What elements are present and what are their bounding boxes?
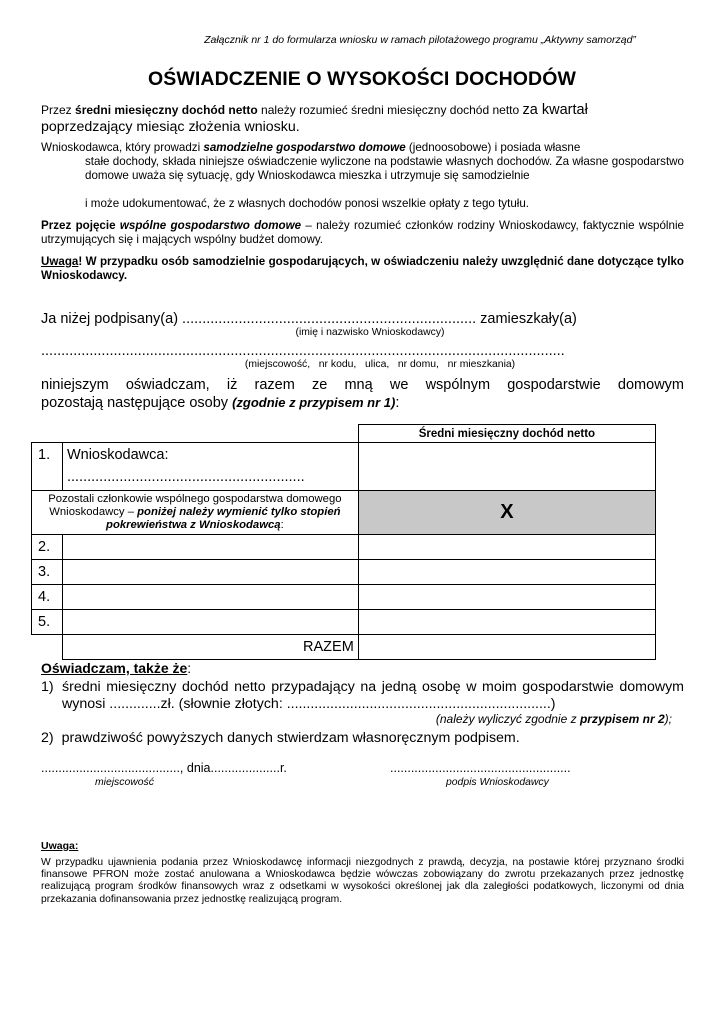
statements-heading: Oświadczam, także że: (41, 660, 192, 676)
applicant-name-field[interactable]: ........................................................... (66, 469, 305, 485)
total-income-field[interactable] (358, 635, 655, 660)
statement-2-text: prawdziwość powyższych danych stwierdzam własnoręcznym podpisem. (61, 730, 520, 746)
statement-2-number: 2) (41, 730, 54, 746)
warning-heading: Uwaga: (41, 840, 79, 852)
table-row-members-header (32, 491, 656, 535)
total-blank (32, 635, 63, 660)
members-note: Pozostali członkowie wspólnego gospodarstwa domowego Wnioskodawcy – poniżej należy wymienić tylko stopień pokrewieństwa z Wnioskodawcą: (32, 491, 359, 535)
statement-1 (41, 679, 684, 713)
table-row (32, 560, 656, 585)
row-number: 2. (32, 535, 63, 560)
place-date-line[interactable]: ........................................, dnia....................r. (41, 761, 287, 775)
intro-paragraph-2-cont: stałe dochody, składa niniejsze oświadczenie wyliczone na podstawie własnych dochodów. Za własne gospodarstwo domowe uważa się sytuację, gdy Wnioskodawca mieszka i utrzymuje się samodzielnie (85, 155, 684, 182)
row-number: 4. (32, 585, 63, 610)
member-relation-field[interactable] (62, 535, 358, 560)
document-title: OŚWIADCZENIE O WYSOKOŚCI DOCHODÓW (148, 68, 576, 90)
household-income-table (31, 424, 656, 660)
signature-line[interactable]: .................................................... (390, 761, 571, 775)
attachment-note: Załącznik nr 1 do formularza wniosku w ramach pilotażowego programu „Aktywny samorząd” (204, 34, 636, 46)
declaration-line-3: niniejszym oświadczam, iż razem ze mną we wspólnym gospodarstwie domowym (41, 377, 684, 393)
row-number: 3. (32, 560, 63, 585)
place-label: miejscowość (95, 777, 154, 788)
applicant-label: Wnioskodawca: (66, 447, 169, 463)
intro-warning: Uwaga! W przypadku osób samodzielnie gospodarujących, w oświadczeniu należy uwzględnić dane dotyczące tylko Wnioskodawcy. (41, 255, 684, 282)
table-row (32, 585, 656, 610)
declaration-name-hint: (imię i nazwisko Wnioskodawcy) (295, 327, 445, 338)
total-label: RAZEM (62, 635, 358, 660)
member-relation-field[interactable] (62, 610, 358, 635)
member-relation-field[interactable] (62, 585, 358, 610)
row-number: 1. (32, 443, 63, 491)
table-row-applicant (32, 443, 656, 491)
table-header-income: Średni miesięczny dochód netto (358, 425, 655, 443)
intro-paragraph-2-end: i może udokumentować, że z własnych dochodów ponosi wszelkie opłaty z tego tytułu. (85, 197, 530, 210)
row-number: 5. (32, 610, 63, 635)
members-income-crossed: X (358, 491, 655, 535)
table-header-blank (32, 425, 359, 443)
declaration-address-hint: (miejscowość, nr kodu, ulica, nr domu, nr mieszkania) (244, 359, 516, 370)
declaration-line-4: pozostają następujące osoby (zgodnie z przypisem nr 1): (41, 395, 400, 411)
table-header-row (32, 425, 656, 443)
table-row (32, 535, 656, 560)
signature-label: podpis Wnioskodawcy (446, 777, 549, 788)
intro-paragraph-1: Przez średni miesięczny dochód netto należy rozumieć średni miesięczny dochód netto za kwartał (41, 102, 588, 118)
statement-1-number: 1) (41, 679, 54, 695)
warning-text: W przypadku ujawnienia podania przez Wnioskodawcę informacji niezgodnych z prawdą, decyzja, na postawie której przyznano środki finansowe PFRON może zostać anulowana a Wnioskodawca będzie wówczas zobowiązany do zwrotu przekazanych przez jednostkę realizującą program środków finansowych wraz z odsetkami w wysokości określonej jak dla zaległości podatkowych, liczonymi od dnia przekazania dofinansowania przez jednostkę realizującą program. (41, 857, 684, 905)
member-relation-field[interactable] (62, 560, 358, 585)
member-income-field[interactable] (358, 585, 655, 610)
member-income-field[interactable] (358, 560, 655, 585)
intro-paragraph-2: Wnioskodawca, który prowadzi samodzielne gospodarstwo domowe (jednoosobowe) i posiada własne (41, 141, 581, 154)
applicant-income-field[interactable] (358, 443, 655, 491)
intro-paragraph-1-cont: poprzedzający miesiąc złożenia wniosku. (41, 119, 300, 135)
declaration-name-line: Ja niżej podpisany(a) ......................................................................... zamieszkały(a) (41, 311, 577, 327)
intro-paragraph-3: Przez pojęcie wspólne gospodarstwo domowe – należy rozumieć członków rodziny Wnioskodawcy, faktycznie wspólnie utrzymujących się i mających wspólny budżet domowy. (41, 219, 684, 246)
statement-2 (41, 730, 684, 746)
table-row (32, 610, 656, 635)
statement-1-note: (należy wyliczyć zgodnie z przypisem nr 2); (435, 712, 672, 726)
declaration-address-line: .................................................................................................................................. (41, 343, 565, 359)
member-income-field[interactable] (358, 535, 655, 560)
table-total-row (32, 635, 656, 660)
member-income-field[interactable] (358, 610, 655, 635)
statement-1-text: średni miesięczny dochód netto przypadający na jedną osobę w moim gospodarstwie domowym wynosi .............zł. (słownie złotych: ...................................................................) (62, 679, 684, 712)
applicant-cell (62, 443, 358, 491)
